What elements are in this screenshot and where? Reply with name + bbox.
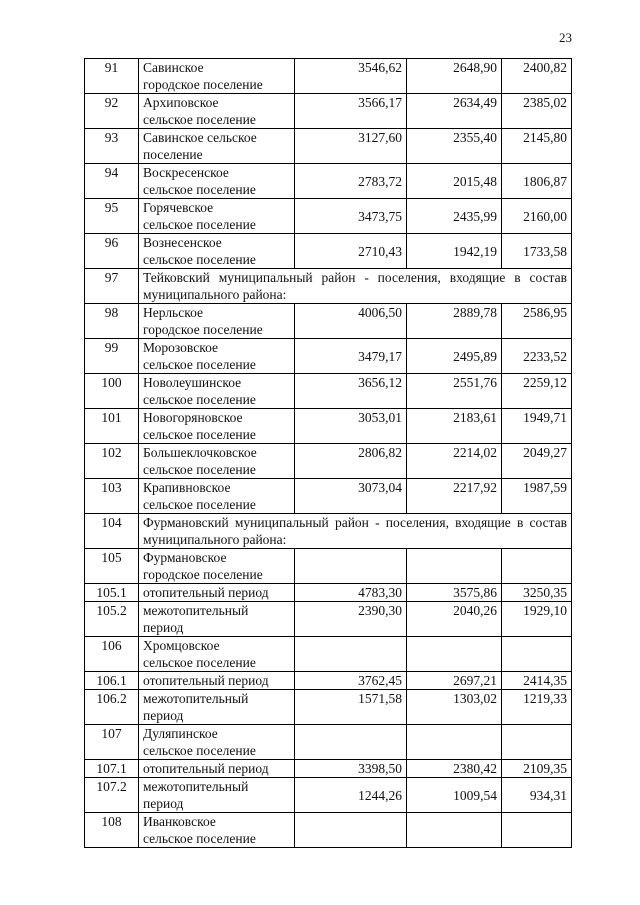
value-col-1: 4006,50 (295, 304, 407, 339)
settlement-name (139, 549, 295, 584)
table-row (85, 602, 572, 637)
table-row (85, 339, 572, 374)
value-col-2: 2551,76 (407, 374, 502, 409)
row-number: 107.1 (85, 760, 139, 778)
value-col-2: 2355,40 (407, 129, 502, 164)
settlement-name (139, 129, 295, 164)
value-col-1: 3127,60 (295, 129, 407, 164)
settlement-name-line: Нерльское (143, 305, 203, 320)
value-col-1 (295, 725, 407, 760)
table-row (85, 690, 572, 725)
value-col-2: 1942,19 (407, 234, 502, 269)
value-col-1: 3398,50 (295, 760, 407, 778)
row-number: 104 (85, 514, 139, 549)
settlement-name-line: сельское поселение (143, 831, 256, 846)
settlement-name-line: сельское поселение (143, 497, 256, 512)
settlement-name (139, 234, 295, 269)
row-number: 102 (85, 444, 139, 479)
table-row (85, 444, 572, 479)
settlement-name-line: межотопительный (143, 603, 249, 618)
settlement-name (139, 690, 295, 725)
value-col-3: 2400,82 (502, 59, 572, 94)
settlement-name-line: Воскресенское (143, 165, 229, 180)
settlement-name-line: Фурмановское (143, 550, 227, 565)
row-number: 98 (85, 304, 139, 339)
value-col-1: 2710,43 (295, 234, 407, 269)
settlement-name-line: сельское поселение (143, 655, 256, 670)
value-col-2: 2015,48 (407, 164, 502, 199)
table-row (85, 304, 572, 339)
table-row (85, 778, 572, 813)
settlement-name-line: Дуляпинское (143, 726, 218, 741)
value-col-3: 1733,58 (502, 234, 572, 269)
row-number: 105.1 (85, 584, 139, 602)
row-number: 93 (85, 129, 139, 164)
value-col-2: 1009,54 (407, 778, 502, 813)
settlement-name-line: городское поселение (143, 77, 263, 92)
value-col-2: 2217,92 (407, 479, 502, 514)
settlement-name (139, 778, 295, 813)
settlement-name (139, 304, 295, 339)
settlement-name-line: отопительный период (143, 673, 269, 688)
value-col-3: 2160,00 (502, 199, 572, 234)
settlement-name (139, 813, 295, 848)
row-number: 106 (85, 637, 139, 672)
value-col-3: 2145,80 (502, 129, 572, 164)
settlement-name-line: отопительный период (143, 585, 269, 600)
row-number: 106.2 (85, 690, 139, 725)
value-col-3: 2385,02 (502, 94, 572, 129)
settlement-name-line: сельское поселение (143, 252, 256, 267)
settlement-name (139, 479, 295, 514)
value-col-2: 2634,49 (407, 94, 502, 129)
row-number: 96 (85, 234, 139, 269)
table-row (85, 164, 572, 199)
settlement-name-line: Новогоряновское (143, 410, 243, 425)
table-row (85, 549, 572, 584)
settlement-name-line: период (143, 796, 184, 811)
row-number: 95 (85, 199, 139, 234)
row-number: 94 (85, 164, 139, 199)
value-col-1: 4783,30 (295, 584, 407, 602)
value-col-3: 3250,35 (502, 584, 572, 602)
settlement-name (139, 637, 295, 672)
settlement-name-line: городское поселение (143, 322, 263, 337)
value-col-3: 2586,95 (502, 304, 572, 339)
settlement-name-line: Горячевское (143, 200, 214, 215)
value-col-2 (407, 813, 502, 848)
settlement-name-line: Крапивновское (143, 480, 231, 495)
settlement-name-line: Новолеушинское (143, 375, 242, 390)
row-number: 92 (85, 94, 139, 129)
row-number: 105.2 (85, 602, 139, 637)
value-col-2: 2495,89 (407, 339, 502, 374)
settlement-name-line: городское поселение (143, 567, 263, 582)
value-col-2: 2889,78 (407, 304, 502, 339)
value-col-3 (502, 725, 572, 760)
value-col-1: 1571,58 (295, 690, 407, 725)
settlement-name (139, 584, 295, 602)
value-col-1 (295, 549, 407, 584)
settlement-name-line: Савинское сельское (143, 130, 257, 145)
row-number: 99 (85, 339, 139, 374)
row-number: 108 (85, 813, 139, 848)
table-row (85, 234, 572, 269)
row-number: 91 (85, 59, 139, 94)
row-number: 107.2 (85, 778, 139, 813)
row-number: 101 (85, 409, 139, 444)
settlement-name-line: Вознесенское (143, 235, 222, 250)
district-heading: Тейковский муниципальный район - поселения, входящие в состав муниципального района: (139, 269, 572, 304)
settlement-name-line: период (143, 708, 184, 723)
value-col-1: 2806,82 (295, 444, 407, 479)
settlement-name-line: Савинское (143, 60, 204, 75)
value-col-3: 1987,59 (502, 479, 572, 514)
settlement-name (139, 672, 295, 690)
page-number: 23 (559, 30, 572, 45)
value-col-1: 3073,04 (295, 479, 407, 514)
settlement-name-line: поселение (143, 147, 203, 162)
value-col-3: 2414,35 (502, 672, 572, 690)
value-col-3: 1219,33 (502, 690, 572, 725)
row-number: 97 (85, 269, 139, 304)
value-col-2 (407, 637, 502, 672)
settlement-name-line: Иванковское (143, 814, 216, 829)
row-number: 100 (85, 374, 139, 409)
value-col-1: 3546,62 (295, 59, 407, 94)
value-col-2: 2183,61 (407, 409, 502, 444)
value-col-3: 1806,87 (502, 164, 572, 199)
table-body (85, 59, 572, 848)
settlement-name-line: сельское поселение (143, 112, 256, 127)
settlement-name (139, 374, 295, 409)
district-heading: Фурмановский муниципальный район - поселения, входящие в состав муниципального района: (139, 514, 572, 549)
value-col-3: 2109,35 (502, 760, 572, 778)
value-col-2: 2214,02 (407, 444, 502, 479)
row-number: 107 (85, 725, 139, 760)
value-col-1: 2783,72 (295, 164, 407, 199)
settlement-name-line: сельское поселение (143, 392, 256, 407)
row-number: 103 (85, 479, 139, 514)
value-col-3 (502, 637, 572, 672)
tariff-table (84, 58, 572, 848)
table-row (85, 813, 572, 848)
value-col-1: 1244,26 (295, 778, 407, 813)
table-row (85, 129, 572, 164)
row-number: 105 (85, 549, 139, 584)
table-row (85, 199, 572, 234)
value-col-3: 934,31 (502, 778, 572, 813)
value-col-3: 1929,10 (502, 602, 572, 637)
settlement-name-line: Морозовское (143, 340, 218, 355)
settlement-name-line: межотопительный (143, 779, 249, 794)
value-col-2 (407, 725, 502, 760)
settlement-name (139, 444, 295, 479)
table-row (85, 672, 572, 690)
value-col-2: 2697,21 (407, 672, 502, 690)
value-col-2: 2040,26 (407, 602, 502, 637)
table-row (85, 584, 572, 602)
table-row (85, 59, 572, 94)
settlement-name (139, 164, 295, 199)
settlement-name-line: сельское поселение (143, 462, 256, 477)
value-col-1: 3053,01 (295, 409, 407, 444)
table-row (85, 637, 572, 672)
value-col-3 (502, 813, 572, 848)
value-col-3 (502, 549, 572, 584)
table-row (85, 514, 572, 549)
value-col-1: 3473,75 (295, 199, 407, 234)
settlement-name-line: Большеклочковское (143, 445, 257, 460)
settlement-name (139, 409, 295, 444)
value-col-1: 2390,30 (295, 602, 407, 637)
value-col-2: 2648,90 (407, 59, 502, 94)
value-col-1 (295, 813, 407, 848)
value-col-2: 2435,99 (407, 199, 502, 234)
table-row (85, 409, 572, 444)
settlement-name-line: Архиповское (143, 95, 219, 110)
settlement-name (139, 59, 295, 94)
table-row (85, 269, 572, 304)
value-col-2: 1303,02 (407, 690, 502, 725)
table-row (85, 374, 572, 409)
settlement-name-line: сельское поселение (143, 743, 256, 758)
table-row (85, 479, 572, 514)
value-col-3: 1949,71 (502, 409, 572, 444)
settlement-name-line: сельское поселение (143, 182, 256, 197)
value-col-3: 2233,52 (502, 339, 572, 374)
settlement-name-line: период (143, 620, 184, 635)
settlement-name-line: сельское поселение (143, 427, 256, 442)
value-col-2: 2380,42 (407, 760, 502, 778)
settlement-name (139, 760, 295, 778)
value-col-2: 3575,86 (407, 584, 502, 602)
settlement-name (139, 602, 295, 637)
settlement-name-line: отопительный период (143, 761, 269, 776)
settlement-name (139, 725, 295, 760)
settlement-name (139, 94, 295, 129)
value-col-2 (407, 549, 502, 584)
settlement-name-line: Хромцовское (143, 638, 220, 653)
settlement-name-line: межотопительный (143, 691, 249, 706)
row-number: 106.1 (85, 672, 139, 690)
settlement-name (139, 199, 295, 234)
table-row (85, 94, 572, 129)
table-row (85, 725, 572, 760)
settlement-name (139, 339, 295, 374)
value-col-3: 2049,27 (502, 444, 572, 479)
settlement-name-line: сельское поселение (143, 357, 256, 372)
value-col-1: 3656,12 (295, 374, 407, 409)
value-col-1: 3566,17 (295, 94, 407, 129)
value-col-1: 3479,17 (295, 339, 407, 374)
table-row (85, 760, 572, 778)
value-col-1: 3762,45 (295, 672, 407, 690)
value-col-3: 2259,12 (502, 374, 572, 409)
value-col-1 (295, 637, 407, 672)
settlement-name-line: сельское поселение (143, 217, 256, 232)
